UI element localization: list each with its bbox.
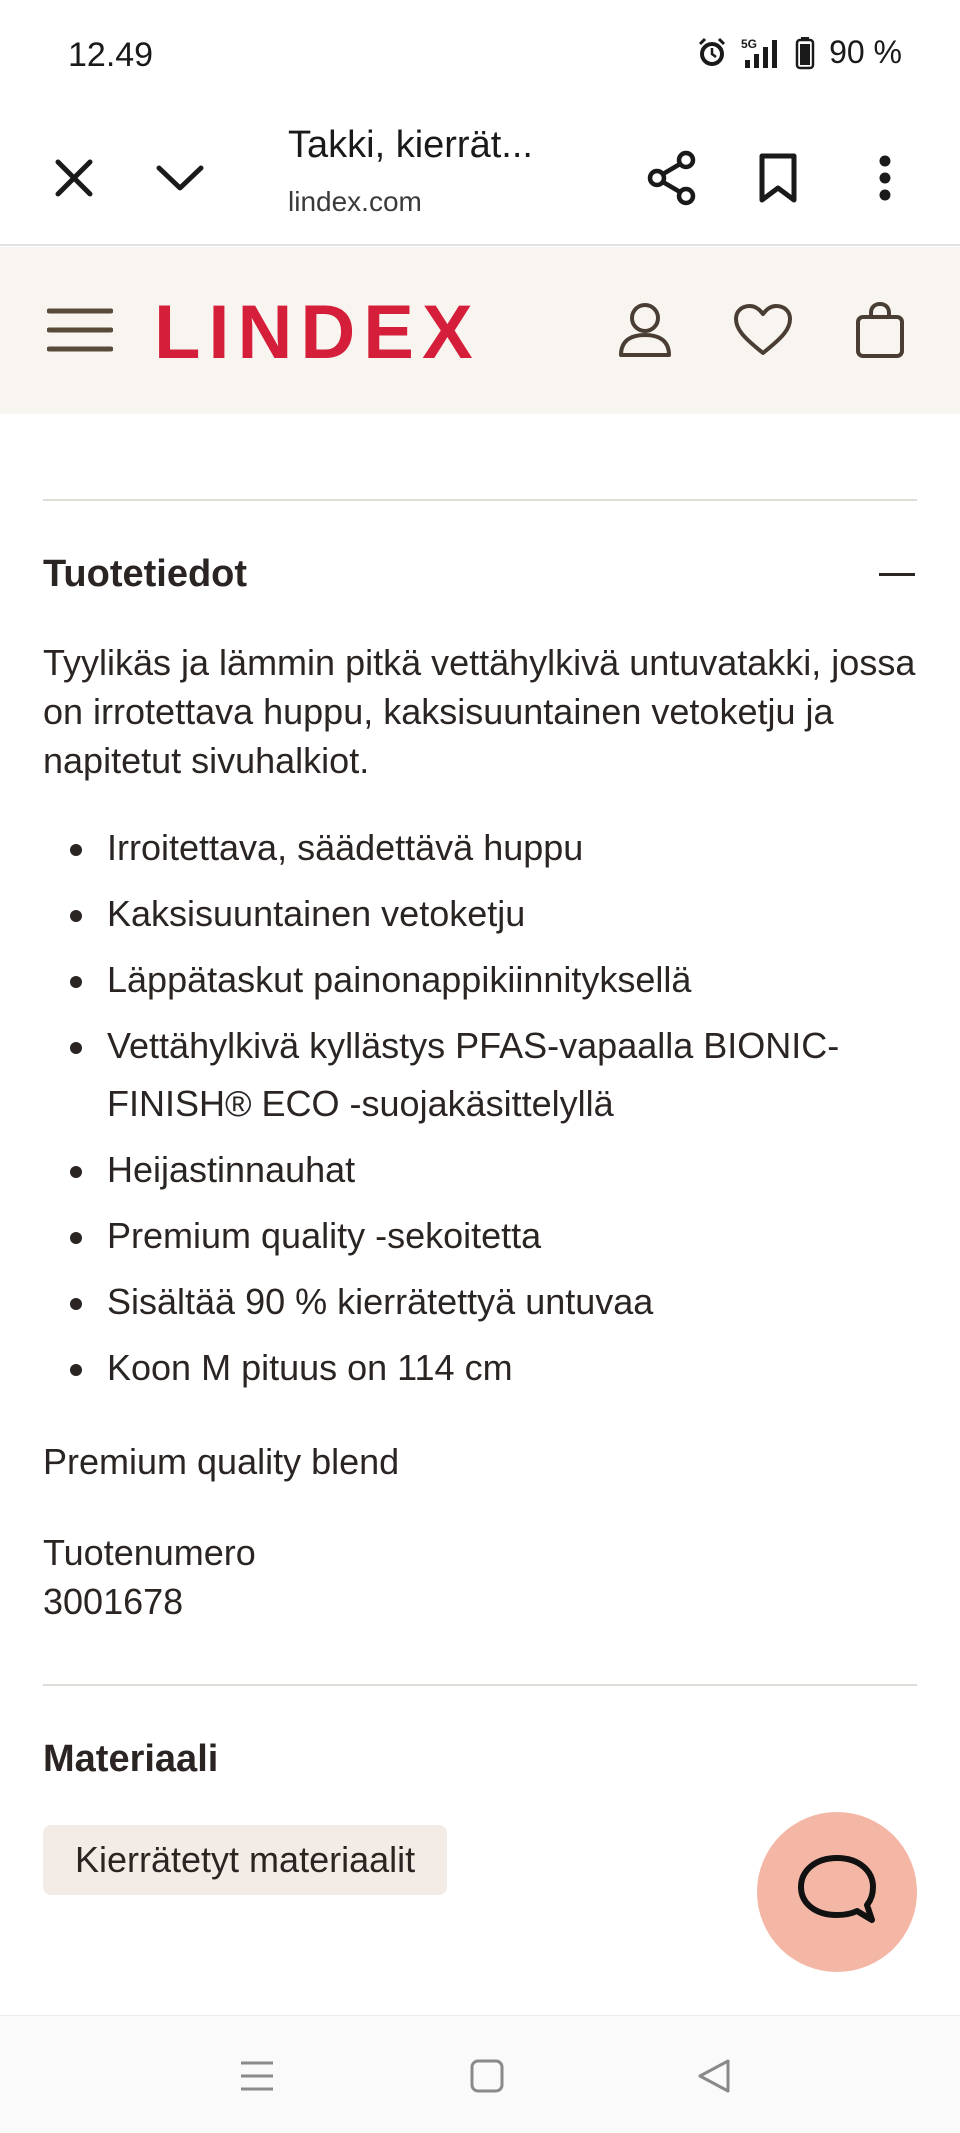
chat-button[interactable] [757, 1812, 917, 1972]
bag-icon[interactable] [835, 285, 925, 375]
blend-text: Premium quality blend [43, 1441, 400, 1482]
collapse-icon[interactable] [877, 555, 917, 595]
battery-icon [795, 36, 815, 70]
bullet [70, 1298, 82, 1310]
product-info-title: Tuotetiedot [43, 553, 248, 595]
alarm-icon [695, 36, 729, 70]
list-item: Sisältää 90 % kierrätettyä untuvaa [43, 1273, 917, 1331]
status-time: 12.49 [68, 36, 154, 74]
5g-signal-icon [739, 36, 785, 70]
menu-icon[interactable] [35, 285, 125, 375]
svg-text:5G: 5G [741, 36, 758, 51]
chat-bubble-icon [795, 1852, 879, 1933]
feature-list [43, 819, 917, 1397]
product-number: 3001678 [43, 1581, 184, 1622]
divider [43, 1684, 917, 1686]
bullet [70, 1232, 82, 1244]
account-icon[interactable] [600, 285, 690, 375]
more-icon[interactable] [845, 138, 925, 218]
share-icon[interactable] [632, 138, 712, 218]
battery-level: 90 % [829, 34, 902, 70]
bullet [70, 976, 82, 988]
browser-toolbar [0, 110, 960, 246]
list-item: Irroitettava, säädettävä huppu [43, 819, 917, 877]
product-number-label: Tuotenumero [43, 1532, 256, 1573]
close-icon[interactable] [34, 138, 114, 218]
bullet [70, 844, 82, 856]
page-title[interactable]: Takki, kierrät... [288, 124, 533, 166]
bullet [70, 1042, 82, 1054]
bullet [70, 1166, 82, 1178]
material-header[interactable] [43, 1738, 917, 1781]
bookmark-icon[interactable] [738, 138, 818, 218]
list-item: Koon M pituus on 114 cm [43, 1339, 917, 1397]
material-title: Materiaali [43, 1738, 219, 1780]
heart-icon[interactable] [718, 285, 808, 375]
material-tag[interactable]: Kierrätetyt materiaalit [43, 1825, 447, 1895]
site-header [0, 247, 960, 414]
divider [43, 499, 917, 501]
product-info-header[interactable] [43, 553, 917, 596]
product-details [43, 414, 917, 1895]
recents-icon[interactable] [225, 2044, 289, 2108]
status-bar [0, 0, 960, 110]
system-nav-bar [0, 2015, 960, 2133]
list-item: Kaksisuuntainen vetoketju [43, 885, 917, 943]
home-icon[interactable] [455, 2044, 519, 2108]
list-item: Premium quality -sekoitetta [43, 1207, 917, 1265]
bullet [70, 1364, 82, 1376]
chevron-down-icon[interactable] [140, 138, 220, 218]
list-item: Läppätaskut painonappikiinnityksellä [43, 951, 917, 1009]
list-item: Vettähylkivä kyllästys PFAS-vapaalla BIONIC-FINISH® ECO -suojakäsittelyllä [43, 1017, 917, 1133]
list-item: Heijastinnauhat [43, 1141, 917, 1199]
lindex-logo[interactable]: LINDEX [154, 290, 481, 375]
status-icons [695, 34, 902, 71]
back-icon[interactable] [682, 2044, 746, 2108]
product-description: Tyylikäs ja lämmin pitkä vettähylkivä untuvatakki, jossa on irrotettava huppu, kaksisuuntainen vetoketju ja napitetut sivuhalkiot. [43, 642, 916, 781]
page-url[interactable]: lindex.com [288, 186, 422, 217]
bullet [70, 910, 82, 922]
